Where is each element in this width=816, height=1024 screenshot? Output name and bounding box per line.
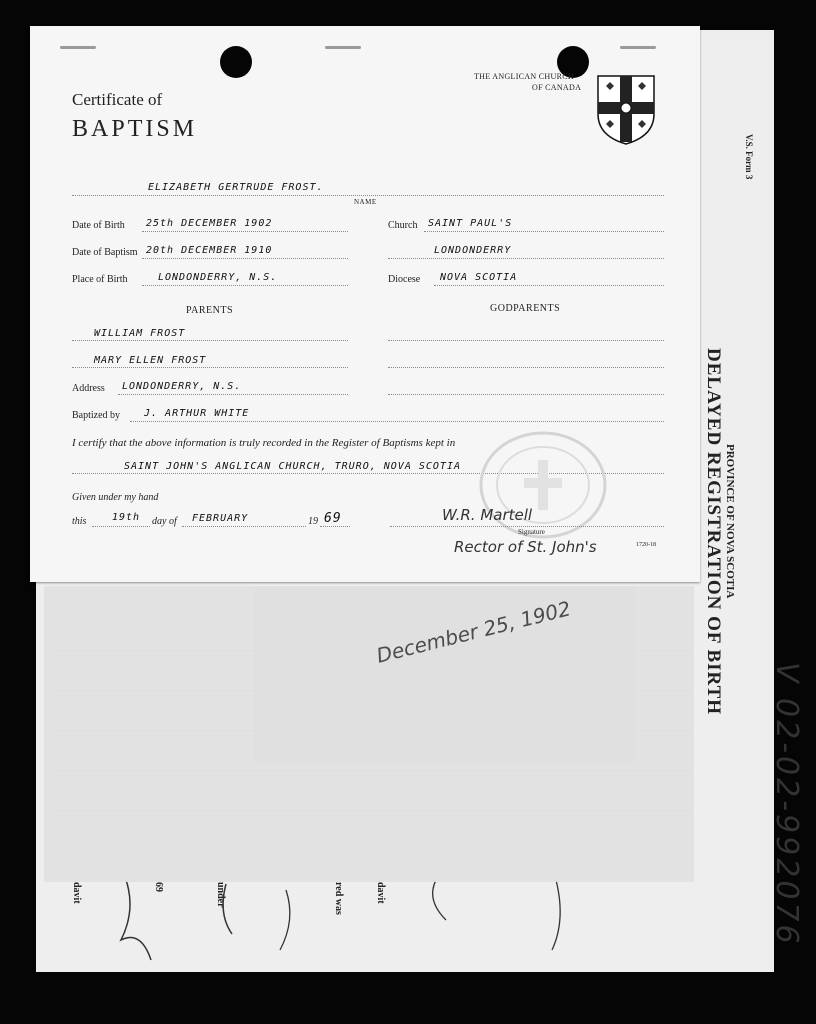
day-of-label: day of: [152, 516, 177, 527]
field-line: [182, 526, 306, 527]
parent-name: WILLIAM FROST: [94, 328, 186, 339]
parent-name: MARY ELLEN FROST: [94, 355, 207, 366]
fragment-text: red was: [333, 882, 344, 915]
given-under-hand: Given under my hand: [72, 492, 159, 503]
field-line: [424, 231, 664, 232]
address-value: LONDONDERRY, N.S.: [122, 381, 242, 392]
godparents-heading: GODPARENTS: [490, 303, 561, 314]
year-value: 69: [324, 511, 342, 526]
baptized-by-label: Baptized by: [72, 410, 121, 421]
fragment-text: davit: [375, 882, 386, 904]
church-crest-icon: [596, 74, 656, 146]
fragment-text: davit: [71, 882, 82, 904]
staple: [620, 46, 656, 49]
province-label: PROVINCE OF NOVA SCOTIA: [724, 444, 736, 599]
form-code: 1720-18: [636, 542, 656, 548]
field-line: [388, 258, 664, 259]
signature-line: [390, 526, 664, 527]
field-line: [142, 258, 348, 259]
godparent-line: [388, 394, 664, 395]
this-label: this: [72, 516, 87, 527]
field-line: [130, 421, 664, 422]
dob-label: Date of Birth: [72, 220, 125, 231]
handwritten-date: December 25, 1902: [374, 596, 574, 668]
rector-signature: Rector of St. John's: [454, 538, 597, 556]
register-location: SAINT JOHN'S ANGLICAN CHURCH, TRURO, NOVA SCOTIA: [124, 461, 461, 472]
church-name: THE ANGLICAN CHURCH: [474, 72, 574, 81]
birthplace-label: Place of Birth: [72, 274, 128, 285]
name-line: [72, 195, 664, 196]
field-line: [118, 394, 348, 395]
file-number: V 02-02-992076: [769, 662, 804, 947]
church-name-country: OF CANADA: [532, 83, 582, 92]
diocese-label: Diocese: [388, 274, 421, 285]
address-label: Address: [72, 383, 105, 394]
month-value: FEBRUARY: [192, 513, 249, 524]
staple: [325, 46, 361, 49]
folded-sheet: [44, 586, 694, 882]
punch-hole: [220, 46, 252, 78]
fragment-text: 69: [153, 882, 164, 892]
baptized-by-value: J. ARTHUR WHITE: [144, 408, 250, 419]
certify-statement: I certify that the above information is truly recorded in the Register of Baptisms kept in: [72, 437, 456, 449]
parents-heading: PARENTS: [186, 305, 234, 316]
name-label: NAME: [354, 198, 377, 206]
name-value: ELIZABETH GERTRUDE FROST.: [148, 182, 324, 193]
handwriting-marks: [76, 870, 676, 970]
godparent-line: [388, 367, 664, 368]
field-line: [142, 285, 348, 286]
dob-value: 25th DECEMBER 1902: [146, 218, 273, 229]
title-small: Certificate of: [72, 90, 163, 109]
form-title: DELAYED REGISTRATION OF BIRTH: [703, 348, 724, 716]
field-line: [142, 231, 348, 232]
diocese-value: NOVA SCOTIA: [440, 272, 518, 283]
year-prefix: 19: [308, 516, 318, 527]
form-number: V.S. Form 3: [744, 134, 754, 180]
church-place-value: LONDONDERRY: [434, 245, 512, 256]
birthplace-value: LONDONDERRY, N.S.: [158, 272, 278, 283]
church-value: SAINT PAUL'S: [428, 218, 513, 229]
field-line: [92, 526, 150, 527]
church-label: Church: [388, 220, 418, 231]
field-line: [72, 340, 348, 341]
page-title: BAPTISM: [72, 116, 198, 142]
field-line: [320, 526, 350, 527]
field-line: [72, 367, 348, 368]
signature: W.R. Martell: [442, 506, 533, 524]
staple: [60, 46, 96, 49]
day-value: 19th: [112, 512, 141, 523]
signature-label: Signature: [518, 528, 545, 536]
fragment-text: under: [215, 882, 226, 908]
baptism-certificate: [30, 26, 700, 582]
baptism-date-value: 20th DECEMBER 1910: [146, 245, 273, 256]
field-line: [434, 285, 664, 286]
baptism-date-label: Date of Baptism: [72, 247, 138, 258]
godparent-line: [388, 340, 664, 341]
